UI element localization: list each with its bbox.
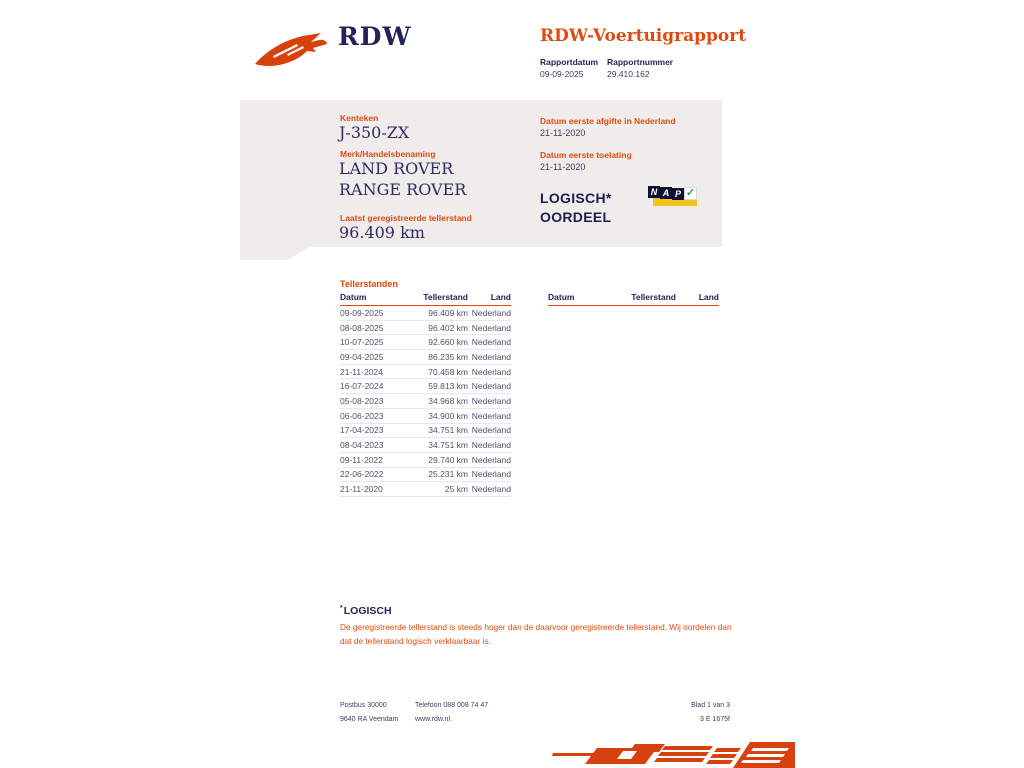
tellerstanden-table-right: [548, 291, 719, 306]
table-cell: Nederland: [468, 350, 511, 365]
table-cell: Nederland: [468, 394, 511, 409]
table-cell: 16-07-2024: [340, 379, 410, 394]
table-cell: 06-06-2023: [340, 408, 410, 423]
table-row: [340, 482, 511, 497]
table-cell: 09-04-2025: [340, 350, 410, 365]
table-cell: Nederland: [468, 482, 511, 497]
table-cell: 09-09-2025: [340, 306, 410, 321]
table-cell: 25.231 km: [410, 467, 468, 482]
oordeel-line1: LOGISCH*: [540, 190, 612, 206]
table-row: [340, 452, 511, 467]
col-header-tellerstand: Tellerstand: [410, 291, 468, 306]
nap-letter-n: N: [648, 186, 660, 198]
afgifte-label: Datum eerste afgifte in Nederland: [540, 116, 676, 126]
oordeel-line2: OORDEEL: [540, 209, 612, 225]
footer-address-line2: 9640 RA Veendam: [340, 716, 399, 723]
rdw-logo-text: RDW: [338, 22, 412, 51]
table-cell: 21-11-2020: [340, 482, 410, 497]
tellerstanden-table-left: [340, 291, 511, 497]
verdict-asterisk: *: [340, 605, 343, 612]
report-date-value: 09-09-2025: [540, 69, 584, 79]
table-cell: Nederland: [468, 467, 511, 482]
table-row: [340, 379, 511, 394]
table-cell: Nederland: [468, 423, 511, 438]
merk-label: Merk/Handelsbenaming: [340, 149, 436, 159]
table-cell: Nederland: [468, 306, 511, 321]
page-title: RDW-Voertuigrapport: [540, 26, 747, 46]
table-row: [340, 408, 511, 423]
table-cell: 25 km: [410, 482, 468, 497]
table-cell: Nederland: [468, 335, 511, 350]
summary-card-tail: [240, 247, 310, 260]
verdict-title: [340, 605, 392, 617]
report-number-label: Rapportnummer: [607, 57, 674, 67]
merk-value-line1: LAND ROVER: [339, 159, 454, 178]
table-cell: Nederland: [468, 379, 511, 394]
table-cell: 08-08-2025: [340, 320, 410, 335]
table-cell: 22-06-2022: [340, 467, 410, 482]
nap-checkmark-icon: ✓: [685, 187, 696, 199]
tellerstand-value: 96.409 km: [339, 223, 425, 242]
nap-logo: [648, 184, 698, 208]
verdict-explanation: De geregistreerde tellerstand is steeds hoger dan de daarvoor geregistreerde tellerstand. Wij oordelen dan dat de tellerstand logisch verklaarbaar is.: [340, 622, 732, 646]
report-date-label: Rapportdatum: [540, 57, 599, 67]
table-cell: Nederland: [468, 408, 511, 423]
table-cell: Nederland: [468, 364, 511, 379]
merk-value-line2: RANGE ROVER: [339, 180, 467, 199]
table-cell: 96.409 km: [410, 306, 468, 321]
col-header-land: Land: [676, 291, 719, 306]
table-header-row: [548, 291, 719, 306]
table-row: [340, 350, 511, 365]
table-cell: 10-07-2025: [340, 335, 410, 350]
table-cell: 05-08-2023: [340, 394, 410, 409]
nap-letter-a: A: [660, 187, 672, 199]
tellerstanden-title: Tellerstanden: [340, 279, 398, 289]
table-cell: Nederland: [468, 320, 511, 335]
table-cell: 96.402 km: [410, 320, 468, 335]
footer-website-link[interactable]: www.rdw.nl: [415, 716, 451, 723]
toelating-label: Datum eerste toelating: [540, 150, 632, 160]
col-header-datum: Datum: [548, 291, 618, 306]
footer-page-indicator: Blad 1 van 3: [691, 702, 730, 709]
table-row: [340, 306, 511, 321]
table-row: [340, 423, 511, 438]
table-row: [340, 394, 511, 409]
kenteken-label: Kenteken: [340, 113, 379, 123]
table-cell: 09-11-2022: [340, 452, 410, 467]
table-cell: 34.900 km: [410, 408, 468, 423]
table-cell: 34.751 km: [410, 423, 468, 438]
col-header-tellerstand: Tellerstand: [618, 291, 676, 306]
footer-address-line1: Postbus 30000: [340, 702, 387, 709]
table-cell: 59.813 km: [410, 379, 468, 394]
table-cell: Nederland: [468, 438, 511, 453]
rdw-stripes-graphic: [545, 738, 795, 768]
table-cell: 86.235 km: [410, 350, 468, 365]
table-cell: Nederland: [468, 452, 511, 467]
table-row: [340, 438, 511, 453]
table-header-row: [340, 291, 511, 306]
table-cell: 70.458 km: [410, 364, 468, 379]
table-cell: 29.740 km: [410, 452, 468, 467]
table-row: [340, 335, 511, 350]
table-cell: 08-04-2023: [340, 438, 410, 453]
footer-phone: Telefoon 088 008 74 47: [415, 702, 489, 709]
tellerstand-label: Laatst geregistreerde tellerstand: [340, 213, 472, 223]
table-cell: 34.751 km: [410, 438, 468, 453]
nap-letter-p: P: [672, 188, 684, 200]
table-cell: 17-04-2023: [340, 423, 410, 438]
tellerstanden-body: [340, 306, 511, 497]
table-cell: 34.968 km: [410, 394, 468, 409]
col-header-datum: Datum: [340, 291, 410, 306]
table-cell: 92.660 km: [410, 335, 468, 350]
table-cell: 21-11-2024: [340, 364, 410, 379]
kenteken-value: J-350-ZX: [339, 123, 410, 142]
col-header-land: Land: [468, 291, 511, 306]
toelating-value: 21-11-2020: [540, 162, 586, 172]
table-row: [340, 364, 511, 379]
report-number-value: 29.410.162: [607, 69, 650, 79]
table-row: [340, 320, 511, 335]
table-row: [340, 467, 511, 482]
rdw-bird-logo-icon: [253, 28, 333, 74]
footer-form-code: 3 E 1675f: [700, 716, 730, 723]
afgifte-value: 21-11-2020: [540, 128, 586, 138]
verdict-title-text: LOGISCH: [343, 605, 392, 617]
